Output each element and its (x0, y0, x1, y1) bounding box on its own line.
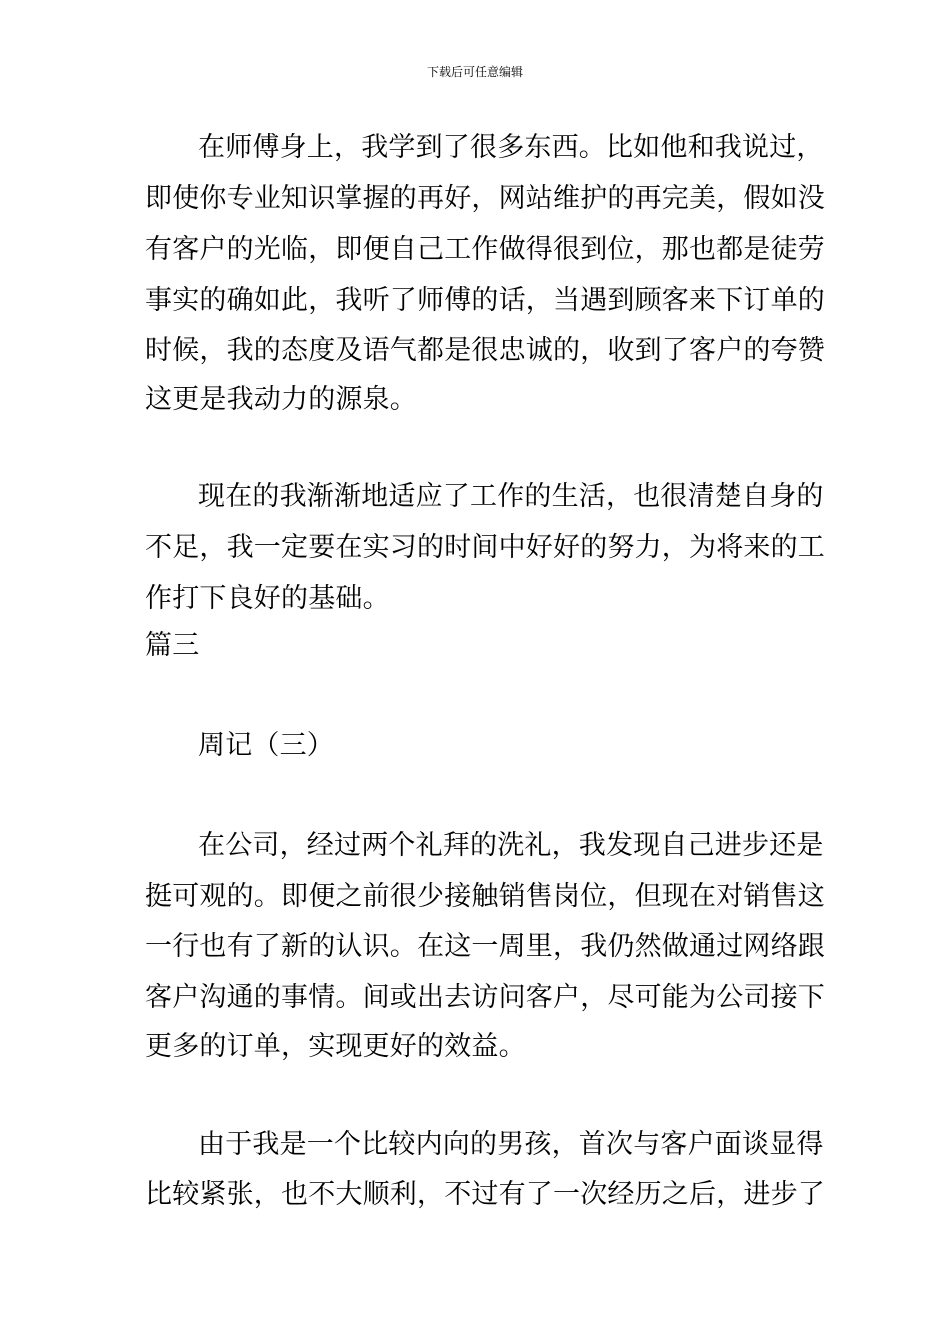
page-header: 下载后可任意编辑 (426, 65, 523, 79)
text-line: 更多的订单，实现更好的效益。 (145, 1031, 526, 1062)
text-line: 在公司，经过两个礼拜的洗礼，我发现自己进步还是 (198, 830, 824, 861)
text-line: 客户沟通的事情。间或出去访问客户，尽可能为公司接下 (145, 982, 825, 1013)
text-line: 挺可观的。即便之前很少接触销售岗位，但现在对销售这 (145, 881, 825, 912)
text-line: 现在的我渐渐地适应了工作的生活，也很清楚自身的 (198, 481, 824, 512)
text-line: 一行也有了新的认识。在这一周里，我仍然做通过网络跟 (145, 931, 825, 962)
text-line: 时候，我的态度及语气都是很忠诚的，收到了客户的夸赞 (145, 335, 825, 366)
text-line: 不足，我一定要在实习的时间中好好的努力，为将来的工 (145, 532, 825, 563)
section-heading: 篇三 (145, 630, 200, 661)
text-line: 比较紧张，也不大顺利，不过有了一次经历之后，进步了 (145, 1179, 825, 1210)
diary-title: 周记（三） (198, 730, 334, 761)
text-line: 这更是我动力的源泉。 (145, 384, 417, 415)
text-line: 在师傅身上，我学到了很多东西。比如他和我说过， (198, 132, 824, 163)
text-line: 事实的确如此，我听了师傅的话，当遇到顾客来下订单的 (145, 285, 825, 316)
text-line: 由于我是一个比较内向的男孩，首次与客户面谈显得 (198, 1129, 824, 1160)
text-line: 有客户的光临，即便自己工作做得很到位，那也都是徒劳 (145, 234, 825, 265)
text-line: 即使你专业知识掌握的再好，网站维护的再完美，假如没 (145, 183, 825, 214)
text-line: 作打下良好的基础。 (145, 583, 390, 614)
